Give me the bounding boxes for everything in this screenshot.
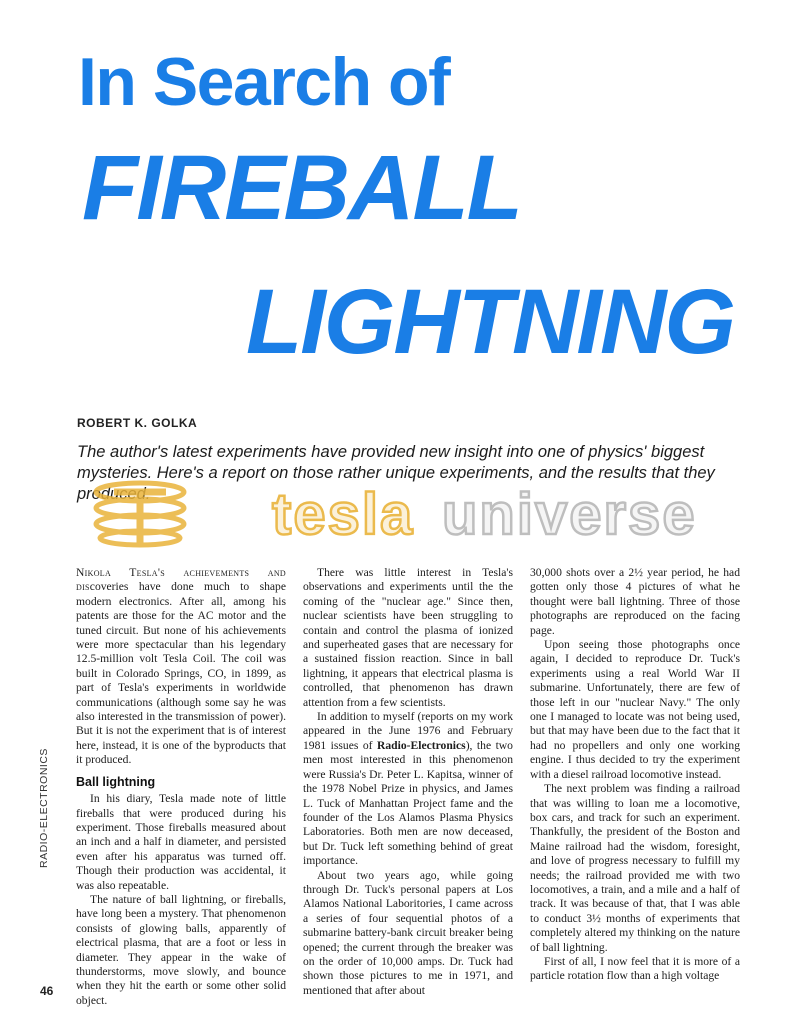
headline-line-3: LIGHTNING	[246, 271, 734, 373]
paragraph: The nature of ball lightning, or fireballs, have long been a mystery. That phenomenon consists of glowing balls, apparently of electrical plasma, that are a foot or less in diameter. They appear in the wake of thunderstorms, move slowly, and bounce when they hit the earth or some other solid object.	[76, 892, 286, 1007]
paragraph: First of all, I now feel that it is more of a particle rotation flow than a high voltage	[530, 954, 740, 983]
article-column-3	[530, 566, 740, 984]
tesla-universe-watermark	[92, 478, 712, 548]
headline-line-1: In Search of	[78, 44, 450, 120]
article-column-2	[303, 566, 513, 998]
watermark-text-tesla: tesla	[272, 482, 415, 547]
headline-line-2: FIREBALL	[82, 137, 521, 239]
page-number: 46	[40, 984, 54, 998]
author-byline: ROBERT K. GOLKA	[77, 416, 198, 430]
paragraph: In addition to myself (reports on my work appeared in the June 1976 and February 1981 issues of Radio-Electronics), the two men most interested in this phenomenon were Russia's Dr. Peter L. Kapitsa, winner of the 1978 Nobel Prize in physics, and James L. Tuck of Manhattan Project fame and the founder of the Los Alamos Plasma Physics Laboratories. Both men are now deceased, but Dr. Tuck left something behind of great importance.	[303, 710, 513, 868]
paragraph: About two years ago, while going through Dr. Tuck's personal papers at Los Alamos National Laboritories, I came across a series of four sequential photos of a submarine battery-bank circuit breaker being opened; the current through the breaker was on the order of 10,000 amps. Dr. Tuck had shown those pictures to me in 1971, and mentioned that after about	[303, 868, 513, 997]
magazine-name: Radio-Electronics	[377, 738, 466, 752]
paragraph: 30,000 shots over a 2½ year period, he had gotten only those 4 pictures of what he thought were ball lightning. Three of those photographs are reproduced on the facing page.	[530, 566, 740, 637]
paragraph: Upon seeing those photographs once again, I decided to reproduce Dr. Tuck's experiments using a real World War II submarine. Unfortunately, there are few of those left in our "nuclear Navy." The only one I managed to locate was not being used, but that may have been due to the fact that it had no propellers and only one working engine. I thus decided to try the experiment with a diesel railroad locomotive instead.	[530, 638, 740, 781]
lead-in: Nikola Tesla's achievements and dis	[76, 566, 286, 594]
paragraph: There was little interest in Tesla's observations and experiments until the the coming of the "nuclear age." Since then, nuclear scientists have been struggling to contain and control the plasma of ionized and superheated gases that are necessary for a sustained fission reaction. Since in ball lightning, it appears that electrical plasma is controlled, that phenomenon has drawn attention from a few scientists.	[303, 566, 513, 709]
paragraph: In his diary, Tesla made note of little fireballs that were produced during his experiment. Those fireballs measured about an inch and a half in diameter, and persisted even after his apparatus was turned off. Though their production was accidental, it was also repeatable.	[76, 792, 286, 892]
paragraph: Nikola Tesla's achievements and discoveries have done much to shape modern electronics. After all, among his patents are those for the AC motor and the tuned circuit. But none of his achievements were more spectacular than his legendary 12.5-million volt Tesla Coil. The coil was built in Colorado Springs, CO, in 1899, as part of Tesla's experiments in worldwide communications (although some say he was also interested in the transmission of power). But it is not the experiment that is of interest here, instead, it is one of the byproducts that it produced.	[76, 566, 286, 767]
tesla-universe-coil-logo	[96, 483, 184, 545]
paragraph: The next problem was finding a railroad that was willing to loan me a locomotive, box cars, and track for such an experiment. Thankfully, the president of the Boston and Maine railroad had the wisdom, foresight, and love of progress necessary to fulfill my needs; the railroad provided me with two locomotives, a train, and a mile and a half of track. It was because of that, that I was able to conduct 3½ months of experiments that completely altered my thinking on the nature of ball lightning.	[530, 782, 740, 954]
watermark-text-universe: universe	[442, 482, 697, 547]
article-deck: The author's latest experiments have provided new insight into one of physics' biggest mysteries. Here's a report on those rather unique experiments, and the results that they produced.	[77, 443, 715, 503]
subhead-ball-lightning: Ball lightning	[76, 774, 156, 789]
article-column-1	[76, 566, 286, 1008]
magazine-sidebar-label: RADIO-ELECTRONICS	[38, 748, 50, 868]
